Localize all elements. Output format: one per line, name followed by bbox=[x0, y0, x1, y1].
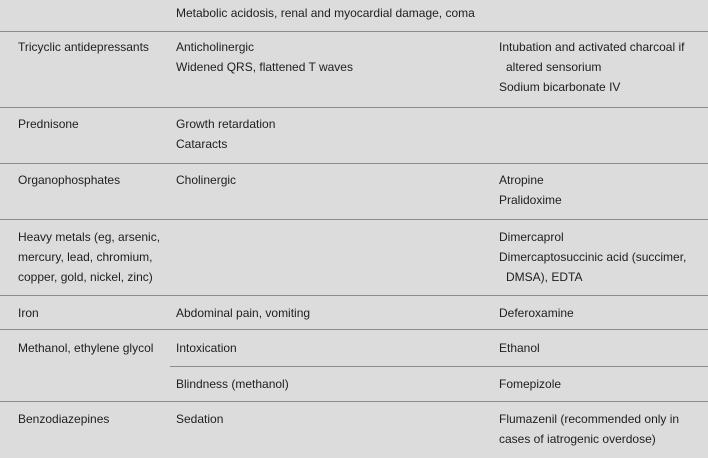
agent-text: Organophosphates bbox=[18, 173, 121, 187]
effects-text: Intoxication bbox=[176, 341, 237, 355]
agent-cell bbox=[18, 170, 168, 190]
treatment-text: Ethanol bbox=[499, 341, 540, 355]
treatment-text: Sodium bicarbonate IV bbox=[499, 80, 621, 94]
effects-text: Growth retardation bbox=[176, 117, 276, 131]
treatment-cell bbox=[499, 37, 708, 97]
agent-cell bbox=[18, 338, 168, 358]
treatment-cell bbox=[499, 374, 708, 394]
treatment-text: Flumazenil (recommended only in bbox=[499, 412, 680, 426]
table-row-group bbox=[0, 330, 708, 402]
agent-cell bbox=[18, 114, 168, 134]
treatment-cell bbox=[499, 409, 708, 449]
treatment-text: Dimercaptosuccinic acid (succimer, bbox=[499, 250, 687, 264]
effects-cell bbox=[176, 114, 486, 154]
treatment-cell bbox=[499, 303, 708, 323]
treatment-cell bbox=[499, 338, 708, 358]
effects-text: Cholinergic bbox=[176, 173, 237, 187]
effects-cell bbox=[176, 303, 486, 323]
treatment-text: DMSA), EDTA bbox=[506, 270, 583, 284]
effects-text: Blindness (methanol) bbox=[176, 377, 289, 391]
treatment-cell bbox=[499, 227, 708, 287]
effects-cell bbox=[176, 170, 486, 190]
effects-text: Widened QRS, flattened T waves bbox=[176, 60, 353, 74]
agent-text: mercury, lead, chromium, bbox=[18, 250, 153, 264]
agent-text: Iron bbox=[18, 306, 39, 320]
sub-row-divider bbox=[170, 366, 708, 367]
treatment-text: Dimercaprol bbox=[499, 230, 564, 244]
treatment-text: altered sensorium bbox=[506, 60, 602, 74]
agent-text: Prednisone bbox=[18, 117, 79, 131]
treatment-cell bbox=[499, 170, 708, 210]
agent-text: copper, gold, nickel, zinc) bbox=[18, 270, 153, 284]
agent-text: Methanol, ethylene glycol bbox=[18, 341, 154, 355]
effects-cell bbox=[176, 3, 486, 23]
treatment-text: cases of iatrogenic overdose) bbox=[499, 432, 656, 446]
effects-cell bbox=[176, 37, 486, 77]
effects-cell bbox=[176, 338, 486, 358]
agent-cell bbox=[18, 303, 168, 323]
table-row bbox=[0, 402, 708, 458]
effects-text: Metabolic acidosis, renal and myocardial damage, coma bbox=[176, 6, 475, 20]
agent-cell bbox=[18, 227, 168, 287]
treatment-text: Intubation and activated charcoal if bbox=[499, 40, 685, 54]
agent-cell bbox=[18, 409, 168, 429]
table-row bbox=[0, 220, 708, 296]
agent-text: Tricyclic antidepressants bbox=[18, 40, 149, 54]
table-row bbox=[0, 108, 708, 164]
treatment-text: Pralidoxime bbox=[499, 193, 562, 207]
agent-text: Heavy metals (eg, arsenic, bbox=[18, 230, 161, 244]
treatment-text: Atropine bbox=[499, 173, 544, 187]
effects-cell bbox=[176, 409, 486, 429]
table-row bbox=[0, 0, 708, 32]
effects-text: Cataracts bbox=[176, 137, 228, 151]
treatment-text: Deferoxamine bbox=[499, 306, 574, 320]
table-row bbox=[0, 296, 708, 330]
agent-cell bbox=[18, 37, 168, 57]
table-row bbox=[0, 164, 708, 220]
table-row bbox=[0, 32, 708, 108]
effects-text: Abdominal pain, vomiting bbox=[176, 306, 311, 320]
effects-text: Anticholinergic bbox=[176, 40, 255, 54]
agent-text: Benzodiazepines bbox=[18, 412, 110, 426]
treatment-text: Fomepizole bbox=[499, 377, 562, 391]
effects-cell bbox=[176, 374, 486, 394]
effects-text: Sedation bbox=[176, 412, 224, 426]
